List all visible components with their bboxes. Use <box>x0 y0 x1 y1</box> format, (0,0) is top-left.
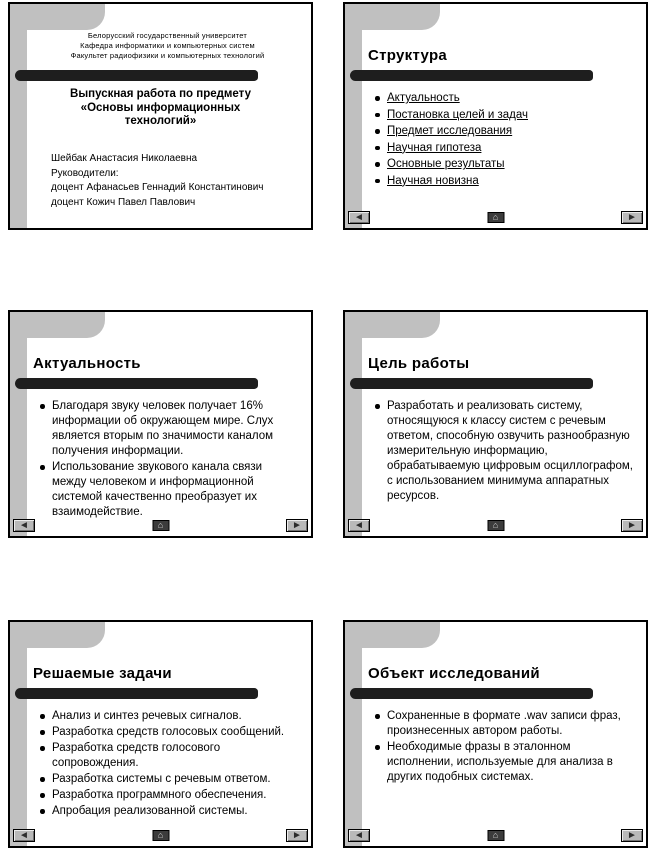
slide-structure <box>343 2 648 230</box>
slide-title: Структура <box>368 47 448 64</box>
slide-title-page <box>8 2 313 230</box>
slide-deco-left-band <box>345 312 362 536</box>
bullet-item: Разработка средств голосового сопровождения. <box>39 741 298 771</box>
nav-next-button[interactable] <box>621 211 643 224</box>
nav-prev-button[interactable] <box>348 211 370 224</box>
prev-arrow-icon: ◄ <box>19 519 29 531</box>
header-line: Факультет радиофизики и компьютерных технологий <box>70 51 265 60</box>
slide-goal <box>343 310 648 538</box>
author-line: доцент Кожич Павел Павлович <box>51 196 196 208</box>
author-line: доцент Афанасьев Геннадий Константинович <box>51 182 264 193</box>
nav-prev-button[interactable] <box>348 829 370 842</box>
title-underline-bar <box>15 378 258 389</box>
title-underline-bar <box>350 378 593 389</box>
bullet-list <box>374 709 633 786</box>
slide-title: Решаемые задачи <box>33 665 172 682</box>
bullet-item: Анализ и синтез речевых сигналов. <box>39 709 298 724</box>
home-icon: ⌂ <box>492 212 499 222</box>
toc-list <box>374 91 633 190</box>
slide-deco-left-band <box>345 4 362 228</box>
next-arrow-icon: ► <box>627 519 637 531</box>
title-underline-bar <box>15 70 258 81</box>
header-line: Белорусский государственный университет <box>87 31 248 40</box>
author-line: Шейбак Анастасия Николаевна <box>51 153 198 164</box>
nav-prev-button[interactable] <box>348 519 370 532</box>
nav-home-button[interactable] <box>152 830 169 841</box>
slide-title: Актуальность <box>33 355 141 372</box>
nav-next-button[interactable] <box>286 829 308 842</box>
slide-deco-left-band <box>345 622 362 846</box>
next-arrow-icon: ► <box>292 829 302 841</box>
home-icon: ⌂ <box>492 520 499 530</box>
slide-deco-top-block <box>345 622 440 648</box>
slide-deco-top-block <box>10 4 105 30</box>
nav-next-button[interactable] <box>621 519 643 532</box>
next-arrow-icon: ► <box>627 211 637 223</box>
nav-next-button[interactable] <box>621 829 643 842</box>
bullet-item: Разработка средств голосовых сообщений. <box>39 725 298 740</box>
nav-home-button[interactable] <box>152 520 169 531</box>
bullet-item: Апробация реализованной системы. <box>39 804 298 819</box>
presentation-title: Выпускная работа по предмету «Основы информационных технологий» <box>70 88 251 127</box>
bullet-item: Разработка программного обеспечения. <box>39 788 298 803</box>
bullet-list <box>39 399 298 521</box>
nav-prev-button[interactable] <box>13 829 35 842</box>
toc-link-item[interactable]: Научная гипотеза <box>374 141 633 157</box>
bullet-list <box>39 709 298 820</box>
next-arrow-icon: ► <box>627 829 637 841</box>
bullet-list <box>374 399 633 505</box>
bullet-item: Разработать и реализовать систему, относящуюся к классу систем с речевым ответом, способную озвучить разнообразную измерительную информацию, обрабатываемую цифровым осциллографом, с использованием минимума аппаратных ресурсов. <box>374 399 633 504</box>
slide-deco-top-block <box>345 4 440 30</box>
header-line: Кафедра информатики и компьютерных систем <box>80 41 255 50</box>
nav-home-button[interactable] <box>487 520 504 531</box>
authors-block <box>51 152 305 210</box>
prev-arrow-icon: ◄ <box>354 829 364 841</box>
title-underline-bar <box>350 688 593 699</box>
bullet-item: Благодаря звуку человек получает 16% информации об окружающем мире. Слух является вторым по значимости каналом получения информации. <box>39 399 298 459</box>
slide-deco-top-block <box>345 312 440 338</box>
title-underline-bar <box>350 70 593 81</box>
toc-link-item[interactable]: Постановка целей и задач <box>374 108 633 124</box>
toc-link-item[interactable]: Предмет исследования <box>374 124 633 140</box>
slide-tasks <box>8 620 313 848</box>
bullet-item: Использование звукового канала связи между человеком и информационной системой качественно преобразует их взаимодействие. <box>39 460 298 520</box>
nav-prev-button[interactable] <box>13 519 35 532</box>
author-line: Руководители: <box>51 167 119 179</box>
home-icon: ⌂ <box>492 830 499 840</box>
prev-arrow-icon: ◄ <box>354 519 364 531</box>
home-icon: ⌂ <box>157 520 164 530</box>
slide-research-object <box>343 620 648 848</box>
slide-deco-left-band <box>10 312 27 536</box>
slide-title: Цель работы <box>368 355 470 372</box>
nav-next-button[interactable] <box>286 519 308 532</box>
bullet-item: Необходимые фразы в эталонном исполнении, используемые для анализа в других подобных системах. <box>374 740 633 785</box>
bullet-item: Сохраненные в формате .wav записи фраз, произнесенных автором работы. <box>374 709 633 739</box>
bullet-item: Разработка системы с речевым ответом. <box>39 772 298 787</box>
home-icon: ⌂ <box>157 830 164 840</box>
title-underline-bar <box>15 688 258 699</box>
slide-deco-top-block <box>10 622 105 648</box>
university-header <box>30 31 305 61</box>
prev-arrow-icon: ◄ <box>19 829 29 841</box>
slide-deco-left-band <box>10 622 27 846</box>
nav-home-button[interactable] <box>487 830 504 841</box>
nav-home-button[interactable] <box>487 212 504 223</box>
toc-link-item[interactable]: Научная новизна <box>374 174 633 190</box>
slide-deco-top-block <box>10 312 105 338</box>
toc-link-item[interactable]: Актуальность <box>374 91 633 107</box>
slide-title: Объект исследований <box>368 665 540 682</box>
slide-relevance <box>8 310 313 538</box>
next-arrow-icon: ► <box>292 519 302 531</box>
toc-link-item[interactable]: Основные результаты <box>374 157 633 173</box>
prev-arrow-icon: ◄ <box>354 211 364 223</box>
